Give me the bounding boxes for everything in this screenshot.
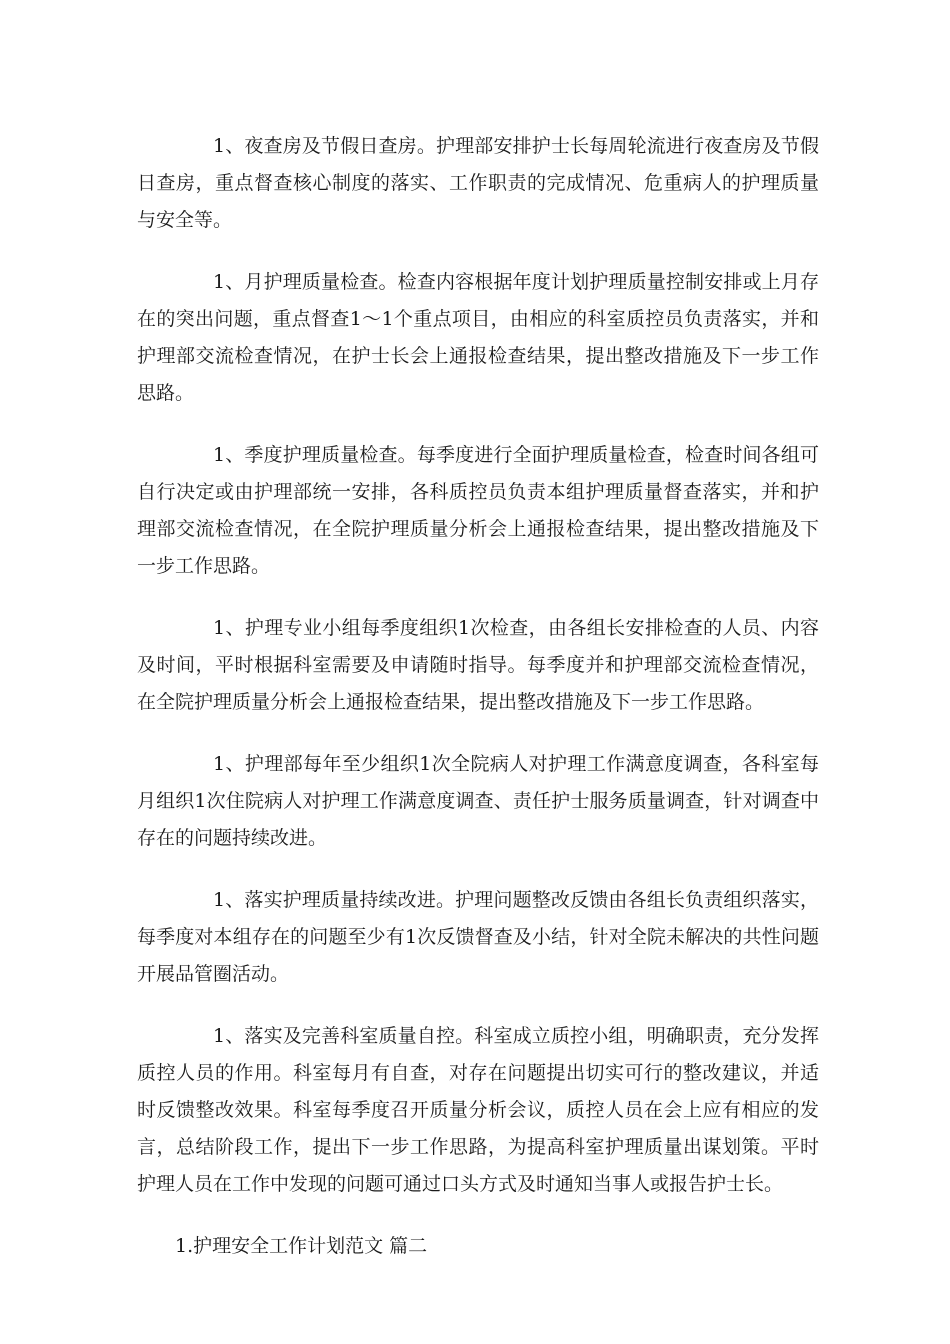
paragraph-quarterly-check: 1、季度护理质量检查。每季度进行全面护理质量检查，检查时间各组可自行决定或由护理部统一安排，各科质控员负责本组护理质量督查落实，并和护理部交流检查情况，在全院护理质量分析会上通报检查结果，提出整改措施及下一步工作思路。 <box>137 444 819 577</box>
section-heading: 1.护理安全工作计划范文 篇二 <box>175 1235 428 1257</box>
paragraph-monthly-check: 1、月护理质量检查。检查内容根据年度计划护理质量控制安排或上月存在的突出问题，重点督查1～1个重点项目，由相应的科室质控员负责落实，并和护理部交流检查情况，在护士长会上通报检查结果，提出整改措施及下一步工作思路。 <box>137 271 819 404</box>
document-body <box>137 128 819 1265</box>
paragraph-self-control: 1、落实及完善科室质量自控。科室成立质控小组，明确职责，充分发挥质控人员的作用。科室每月有自查，对存在问题提出切实可行的整改建议，并适时反馈整改效果。科室每季度召开质量分析会议，质控人员在会上应有相应的发言，总结阶段工作，提出下一步工作思路，为提高科室护理质量出谋划策。平时护理人员在工作中发现的问题可通过口头方式及时通知当事人或报告护士长。 <box>137 1025 819 1195</box>
paragraph-specialty-group: 1、护理专业小组每季度组织1次检查，由各组长安排检查的人员、内容及时间，平时根据科室需要及申请随时指导。每季度并和护理部交流检查情况，在全院护理质量分析会上通报检查结果，提出整改措施及下一步工作思路。 <box>137 617 819 713</box>
paragraph-satisfaction-survey: 1、护理部每年至少组织1次全院病人对护理工作满意度调查，各科室每月组织1次住院病人对护理工作满意度调查、责任护士服务质量调查，针对调查中存在的问题持续改进。 <box>137 753 819 849</box>
paragraph-night-rounds: 1、夜查房及节假日查房。护理部安排护士长每周轮流进行夜查房及节假日查房，重点督查核心制度的落实、工作职责的完成情况、危重病人的护理质量与安全等。 <box>137 135 819 231</box>
paragraph-continuous-improvement: 1、落实护理质量持续改进。护理问题整改反馈由各组长负责组织落实，每季度对本组存在的问题至少有1次反馈督查及小结，针对全院未解决的共性问题开展品管圈活动。 <box>137 889 819 985</box>
